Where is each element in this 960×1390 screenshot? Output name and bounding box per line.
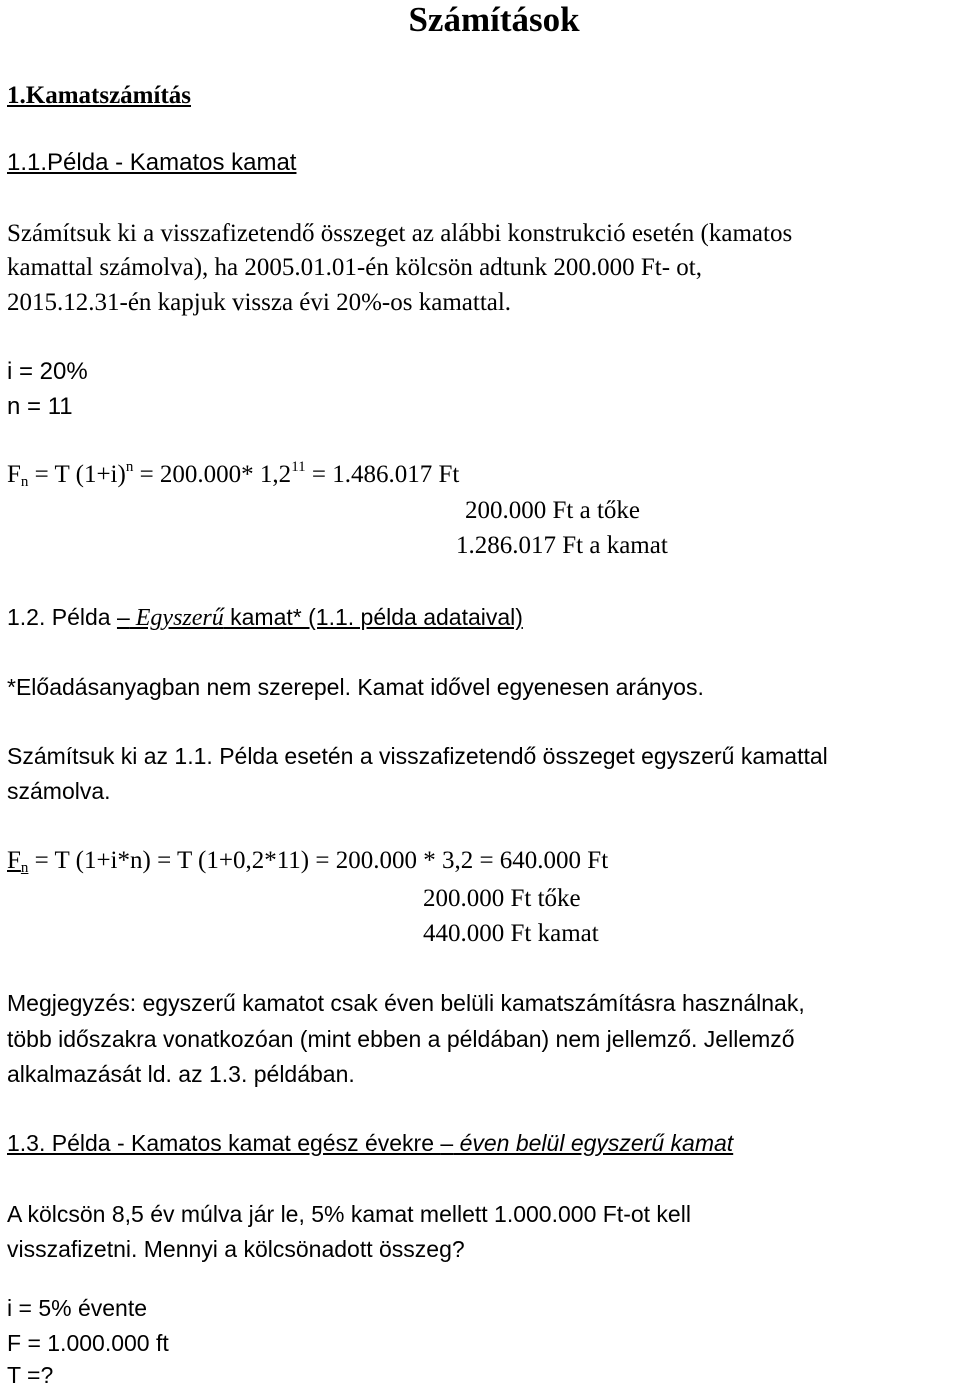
formula-part: = T (1+i*n) = T (1+0,2*11) = 200.000 * 3,2 = 640.000 Ft (28, 847, 609, 874)
paragraph-line: 2015.12.31-én kapjuk vissza évi 20%-os kamattal. (7, 289, 512, 316)
example-1-2-heading (7, 602, 523, 633)
formula-subscript-n: n (20, 474, 29, 490)
paragraph-line: számolva. (7, 778, 111, 804)
heading-number: 1.2. Példa (7, 604, 117, 630)
formula-part: = 200.000* 1,2 (133, 461, 292, 488)
principal-amount: 200.000 Ft a tőke (465, 497, 640, 524)
formula-part: = T (1+i) (28, 461, 126, 488)
formula-superscript-n: n (125, 459, 134, 475)
example-1-3-heading (7, 1128, 733, 1158)
formula-F: F (7, 461, 21, 488)
page-title: Számítások (408, 0, 580, 39)
heading-italic-part: éven belül egyszerű kamat (453, 1130, 734, 1156)
paragraph-line: Megjegyzés: egyszerű kamatot csak éven belüli kamatszámításra használnak, (7, 990, 805, 1016)
principal-amount: 200.000 Ft tőke (423, 885, 581, 912)
heading-dash: – (440, 1130, 454, 1156)
footnote-note: *Előadásanyagban nem szerepel. Kamat idővel egyenesen arányos. (7, 674, 704, 700)
heading-part: 1.3. Példa - Kamatos kamat egész évekre (7, 1130, 441, 1156)
given-interest-rate: i = 20% (7, 358, 88, 385)
given-present-value: T =? (7, 1362, 54, 1388)
given-future-value: F = 1.000.000 ft (7, 1330, 169, 1356)
formula-F: F (7, 847, 21, 874)
given-periods: n = 11 (7, 393, 73, 420)
paragraph-line: A kölcsön 8,5 év múlva jár le, 5% kamat mellett 1.000.000 Ft-ot kell (7, 1201, 691, 1227)
section-heading-kamatszamitas: 1.Kamatszámítás (7, 82, 191, 109)
paragraph-line: kamattal számolva), ha 2005.01.01-én kölcsön adtunk 200.000 Ft- ot, (7, 254, 703, 281)
simple-interest-formula (7, 846, 608, 876)
heading-egyszeru: Egyszerű (129, 605, 224, 631)
paragraph-line: Számítsuk ki a visszafizetendő összeget az alábbi konstrukció esetén (kamatos (7, 220, 793, 247)
interest-amount: 440.000 Ft kamat (423, 920, 599, 947)
paragraph-line: több időszakra vonatkozóan (mint ebben a példában) nem jellemző. Jellemző (7, 1026, 795, 1052)
interest-amount: 1.286.017 Ft a kamat (456, 532, 668, 559)
paragraph-line: alkalmazását ld. az 1.3. példában. (7, 1061, 355, 1087)
example-1-1-heading: 1.1.Példa - Kamatos kamat (7, 149, 297, 176)
formula-subscript-n: n (20, 860, 29, 876)
formula-superscript-11: 11 (291, 459, 306, 475)
heading-rest: kamat* (1.1. példa adataival) (223, 604, 523, 630)
given-interest-rate: i = 5% évente (7, 1295, 148, 1321)
paragraph-line: Számítsuk ki az 1.1. Példa esetén a visszafizetendő összeget egyszerű kamattal (7, 743, 828, 769)
heading-dash: – (116, 604, 130, 630)
paragraph-line: visszafizetni. Mennyi a kölcsönadott összeg? (7, 1236, 465, 1262)
formula-part: = 1.486.017 Ft (305, 461, 460, 488)
compound-interest-formula (7, 460, 459, 490)
